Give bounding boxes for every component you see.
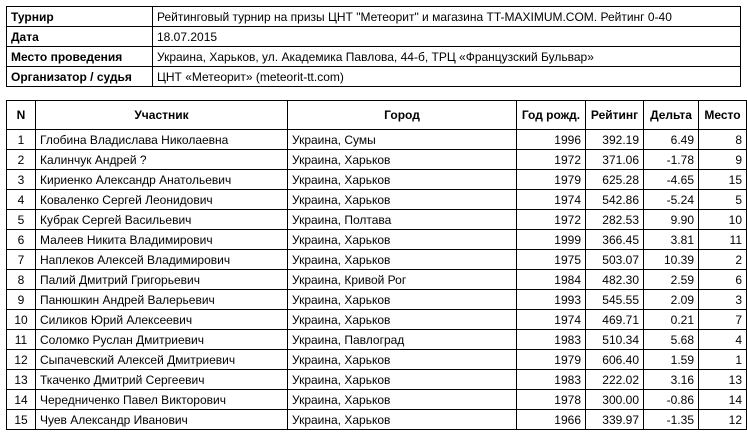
cell-participant: Малеев Никита Владимирович — [36, 230, 288, 250]
cell-delta: -1.35 — [644, 410, 699, 430]
info-label-organizer: Организатор / судья — [7, 67, 153, 87]
cell-birth-year: 1983 — [517, 330, 586, 350]
cell-number: 7 — [7, 250, 36, 270]
cell-city: Украина, Харьков — [288, 190, 517, 210]
cell-number: 12 — [7, 350, 36, 370]
cell-city: Украина, Полтава — [288, 210, 517, 230]
cell-delta: 10.39 — [644, 250, 699, 270]
cell-rating: 469.71 — [586, 310, 644, 330]
info-row-organizer — [7, 67, 741, 87]
cell-rating: 503.07 — [586, 250, 644, 270]
cell-place: 13 — [699, 370, 747, 390]
cell-city: Украина, Харьков — [288, 370, 517, 390]
info-value-tournament: Рейтинговый турнир на призы ЦНТ "Метеорит" и магазина TT-MAXIMUM.COM. Рейтинг 0-40 — [153, 7, 741, 27]
table-row — [7, 310, 747, 330]
cell-rating: 482.30 — [586, 270, 644, 290]
cell-delta: -4.65 — [644, 170, 699, 190]
table-row — [7, 250, 747, 270]
cell-place: 2 — [699, 250, 747, 270]
header-number: N — [7, 101, 36, 130]
cell-number: 11 — [7, 330, 36, 350]
cell-city: Украина, Харьков — [288, 250, 517, 270]
cell-participant: Чуев Александр Иванович — [36, 410, 288, 430]
cell-birth-year: 1974 — [517, 310, 586, 330]
cell-rating: 510.34 — [586, 330, 644, 350]
tournament-info-body — [7, 7, 741, 87]
cell-delta: 9.90 — [644, 210, 699, 230]
cell-rating: 282.53 — [586, 210, 644, 230]
info-label-venue: Место проведения — [7, 47, 153, 67]
table-row — [7, 410, 747, 430]
info-row-tournament — [7, 7, 741, 27]
cell-delta: 1.59 — [644, 350, 699, 370]
cell-delta: -0.86 — [644, 390, 699, 410]
info-value-organizer: ЦНТ «Метеорит» (meteorit-tt.com) — [153, 67, 741, 87]
cell-number: 13 — [7, 370, 36, 390]
cell-birth-year: 1974 — [517, 190, 586, 210]
cell-delta: 5.68 — [644, 330, 699, 350]
cell-place: 9 — [699, 150, 747, 170]
table-row — [7, 370, 747, 390]
cell-city: Украина, Харьков — [288, 230, 517, 250]
cell-participant: Ткаченко Дмитрий Сергеевич — [36, 370, 288, 390]
table-row — [7, 230, 747, 250]
cell-city: Украина, Харьков — [288, 410, 517, 430]
cell-participant: Калинчук Андрей ? — [36, 150, 288, 170]
cell-place: 4 — [699, 330, 747, 350]
table-row — [7, 190, 747, 210]
cell-birth-year: 1999 — [517, 230, 586, 250]
cell-rating: 392.19 — [586, 130, 644, 150]
cell-place: 1 — [699, 350, 747, 370]
cell-participant: Соломко Руслан Дмитриевич — [36, 330, 288, 350]
cell-place: 3 — [699, 290, 747, 310]
cell-birth-year: 1966 — [517, 410, 586, 430]
cell-delta: -5.24 — [644, 190, 699, 210]
cell-rating: 542.86 — [586, 190, 644, 210]
cell-place: 10 — [699, 210, 747, 230]
cell-number: 5 — [7, 210, 36, 230]
cell-number: 14 — [7, 390, 36, 410]
results-header-row — [7, 101, 747, 130]
header-birth-year: Год рожд. — [517, 101, 586, 130]
cell-rating: 339.97 — [586, 410, 644, 430]
cell-participant: Палий Дмитрий Григорьевич — [36, 270, 288, 290]
results-body — [7, 130, 747, 430]
cell-rating: 300.00 — [586, 390, 644, 410]
cell-place: 8 — [699, 130, 747, 150]
cell-birth-year: 1984 — [517, 270, 586, 290]
table-row — [7, 350, 747, 370]
cell-number: 10 — [7, 310, 36, 330]
cell-city: Украина, Павлоград — [288, 330, 517, 350]
cell-delta: 6.49 — [644, 130, 699, 150]
cell-delta: -1.78 — [644, 150, 699, 170]
table-row — [7, 270, 747, 290]
cell-number: 15 — [7, 410, 36, 430]
tournament-info-table — [6, 6, 741, 87]
cell-birth-year: 1993 — [517, 290, 586, 310]
cell-number: 1 — [7, 130, 36, 150]
header-rating: Рейтинг — [586, 101, 644, 130]
cell-place: 11 — [699, 230, 747, 250]
cell-participant: Коваленко Сергей Леонидович — [36, 190, 288, 210]
cell-rating: 625.28 — [586, 170, 644, 190]
cell-number: 6 — [7, 230, 36, 250]
cell-city: Украина, Харьков — [288, 290, 517, 310]
table-row — [7, 130, 747, 150]
info-label-tournament: Турнир — [7, 7, 153, 27]
cell-participant: Силиков Юрий Алексеевич — [36, 310, 288, 330]
info-label-date: Дата — [7, 27, 153, 47]
cell-city: Украина, Харьков — [288, 310, 517, 330]
cell-rating: 545.55 — [586, 290, 644, 310]
header-city: Город — [288, 101, 517, 130]
table-row — [7, 210, 747, 230]
results-header — [7, 101, 747, 130]
cell-place: 5 — [699, 190, 747, 210]
cell-birth-year: 1996 — [517, 130, 586, 150]
cell-birth-year: 1972 — [517, 150, 586, 170]
cell-city: Украина, Харьков — [288, 350, 517, 370]
cell-place: 12 — [699, 410, 747, 430]
cell-rating: 606.40 — [586, 350, 644, 370]
cell-number: 9 — [7, 290, 36, 310]
info-value-date: 18.07.2015 — [153, 27, 741, 47]
cell-number: 3 — [7, 170, 36, 190]
results-table — [6, 100, 747, 430]
cell-place: 6 — [699, 270, 747, 290]
cell-delta: 3.16 — [644, 370, 699, 390]
cell-place: 14 — [699, 390, 747, 410]
header-participant: Участник — [36, 101, 288, 130]
cell-rating: 222.02 — [586, 370, 644, 390]
info-row-venue — [7, 47, 741, 67]
cell-birth-year: 1979 — [517, 170, 586, 190]
header-delta: Дельта — [644, 101, 699, 130]
cell-number: 8 — [7, 270, 36, 290]
cell-birth-year: 1983 — [517, 370, 586, 390]
cell-city: Украина, Харьков — [288, 150, 517, 170]
cell-participant: Сыпачевский Алексей Дмитриевич — [36, 350, 288, 370]
cell-birth-year: 1975 — [517, 250, 586, 270]
cell-participant: Наплеков Алексей Владимирович — [36, 250, 288, 270]
cell-city: Украина, Харьков — [288, 170, 517, 190]
cell-delta: 3.81 — [644, 230, 699, 250]
cell-birth-year: 1972 — [517, 210, 586, 230]
cell-delta: 0.21 — [644, 310, 699, 330]
cell-participant: Чередниченко Павел Викторович — [36, 390, 288, 410]
cell-city: Украина, Кривой Рог — [288, 270, 517, 290]
table-row — [7, 170, 747, 190]
cell-rating: 371.06 — [586, 150, 644, 170]
cell-place: 7 — [699, 310, 747, 330]
cell-place: 15 — [699, 170, 747, 190]
cell-birth-year: 1978 — [517, 390, 586, 410]
info-row-date — [7, 27, 741, 47]
cell-city: Украина, Сумы — [288, 130, 517, 150]
cell-number: 4 — [7, 190, 36, 210]
cell-city: Украина, Харьков — [288, 390, 517, 410]
cell-birth-year: 1979 — [517, 350, 586, 370]
cell-delta: 2.09 — [644, 290, 699, 310]
header-place: Место — [699, 101, 747, 130]
cell-participant: Панюшкин Андрей Валерьевич — [36, 290, 288, 310]
cell-participant: Кириенко Александр Анатольевич — [36, 170, 288, 190]
info-value-venue: Украина, Харьков, ул. Академика Павлова, 44-б, ТРЦ «Французский Бульвар» — [153, 47, 741, 67]
cell-number: 2 — [7, 150, 36, 170]
cell-rating: 366.45 — [586, 230, 644, 250]
table-row — [7, 150, 747, 170]
table-row — [7, 290, 747, 310]
table-row — [7, 390, 747, 410]
cell-participant: Глобина Владислава Николаевна — [36, 130, 288, 150]
cell-participant: Кубрак Сергей Васильевич — [36, 210, 288, 230]
table-row — [7, 330, 747, 350]
cell-delta: 2.59 — [644, 270, 699, 290]
